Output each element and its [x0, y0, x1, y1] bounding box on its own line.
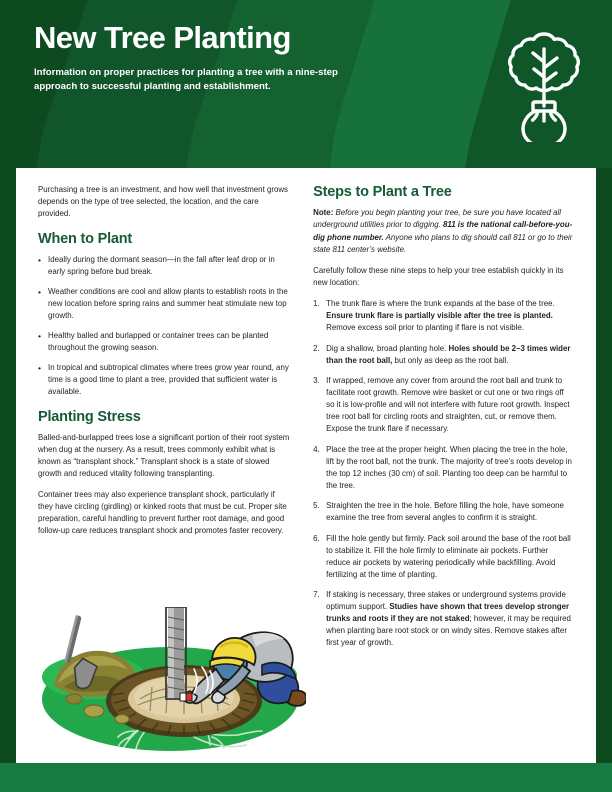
step-text-part-1: The trunk flare is where the trunk expands at the base of the tree. — [326, 299, 555, 309]
note-bold: 811 is the national call-before-you-dig phone number. — [313, 220, 573, 242]
section-heading-planting-stress: Planting Stress — [38, 409, 141, 426]
right-column — [313, 184, 574, 753]
section-heading-when-to-plant: When to Plant — [38, 231, 133, 248]
step-text-bold: Studies have shown that trees develop stronger trunks and roots if they are not staked — [326, 602, 570, 624]
page-title: New Tree Planting — [34, 20, 291, 55]
list-item: • In tropical and subtropical climates where trees grow year round, any time is a good time to plant a tree, provided that sufficient water is available. — [38, 362, 291, 398]
step-item-4 — [313, 444, 574, 492]
note-part-2: Anyone who plans to dig should call 811 or go to their state 811 center’s website. — [313, 232, 573, 254]
worker-planting-tree-illustration — [34, 607, 306, 759]
step-item-1 — [313, 298, 574, 334]
step-item-5 — [313, 500, 574, 524]
intro-paragraph: Purchasing a tree is an investment, and how well that investment grows depends on the type of tree selected, the location, and the care provided. — [38, 185, 288, 219]
content-card — [16, 168, 596, 763]
planting-stress-paragraph-1: Balled-and-burlapped trees lose a significant portion of their root system when dug at the nursery. As a result, trees commonly exhibit what is known as “transplant shock.” Transplant shock is a state of slowed growth and reduced vitality following transplanting. — [38, 433, 290, 479]
list-item: • Ideally during the dormant season—in the fall after leaf drop or in early spring before bud break. — [38, 254, 291, 278]
steps-lead-in: Carefully follow these nine steps to help your tree establish quickly in its new location: — [313, 266, 564, 288]
step-text-part-2: ; however, it may be required when planting bare root stock or on windy sites. Remove stakes after first year of growth. — [326, 614, 571, 648]
list-item: • Weather conditions are cool and allow plants to establish roots in the new location before spring rains and summer heat stimulate new top growth. — [38, 286, 291, 322]
note-part-1: Before you begin planting your tree, be sure you have located all underground utilities prior to digging. — [313, 208, 561, 230]
step-text-part-1: Dig a shallow, broad planting hole. — [326, 343, 449, 353]
footer-band — [0, 763, 612, 792]
when-to-plant-list — [38, 254, 291, 398]
step-text-bold: Holes should be 2–3 times wider than the root ball, — [326, 343, 571, 365]
planting-stress-paragraph-2: Container trees may also experience transplant shock, particularly if they have circling (girdling) or kinked roots that must be cut. Proper site preparation, careful handling to prevent further root damage, and good follow-up care reduces transplant shock and promotes faster recovery. — [38, 490, 287, 536]
left-column — [38, 184, 291, 753]
safety-note — [313, 207, 574, 256]
balled-and-burlapped-tree-icon — [504, 22, 584, 142]
step-item-2 — [313, 343, 574, 367]
header-text-block — [34, 22, 434, 95]
step-item-7 — [313, 589, 574, 649]
step-text-part-1: Straighten the tree in the hole. Before filling the hole, have someone examine the tree from several angles to confirm it is straight. — [326, 501, 564, 523]
list-item: • Healthy balled and burlapped or container trees can be planted throughout the growing season. — [38, 330, 291, 354]
step-text-part-1: Fill the hole gently but firmly. Pack soil around the base of the root ball to stabilize it. Fill the hole firmly to eliminate air pockets. Further reduce air pockets by watering periodically while backfilling. Avoid fertilizing at the time of planting. — [326, 533, 571, 579]
step-item-3 — [313, 375, 574, 435]
step-text-part-2: Remove excess soil prior to planting if flare is not visible. — [326, 323, 524, 333]
planting-steps-list — [313, 298, 574, 649]
page-subtitle: Information on proper practices for planting a tree with a nine-step approach to successful planting and establishment. — [34, 66, 338, 93]
page-header — [0, 0, 612, 168]
step-item-6 — [313, 533, 574, 581]
step-text-part-1: If staking is necessary, three stakes or underground systems provide optimum support. — [326, 590, 566, 612]
step-text-part-1: Place the tree at the proper height. When placing the tree in the hole, lift by the root ball, not the trunk. The majority of tree’s roots develop in the top 12 inches (30 cm) of soil. Planting too deep can be harmful to the tree. — [326, 444, 572, 490]
note-label: Note: — [313, 208, 334, 217]
section-heading-steps-to-plant: Steps to Plant a Tree — [313, 184, 452, 200]
step-text-bold: Ensure trunk flare is partially visible after the tree is planted. — [326, 311, 553, 321]
step-text-part-1: If wrapped, remove any cover from around the root ball and trunk to facilitate root growth. Remove wire basket or cut one or two rings off so it is low-profile and will not interfere with future root growth. Inspect tree root ball for circling roots and straighten, cut, or remove them. Expose the trunk flare if necessary. — [326, 376, 570, 434]
step-text-part-2: but only as deep as the root ball. — [392, 355, 509, 365]
